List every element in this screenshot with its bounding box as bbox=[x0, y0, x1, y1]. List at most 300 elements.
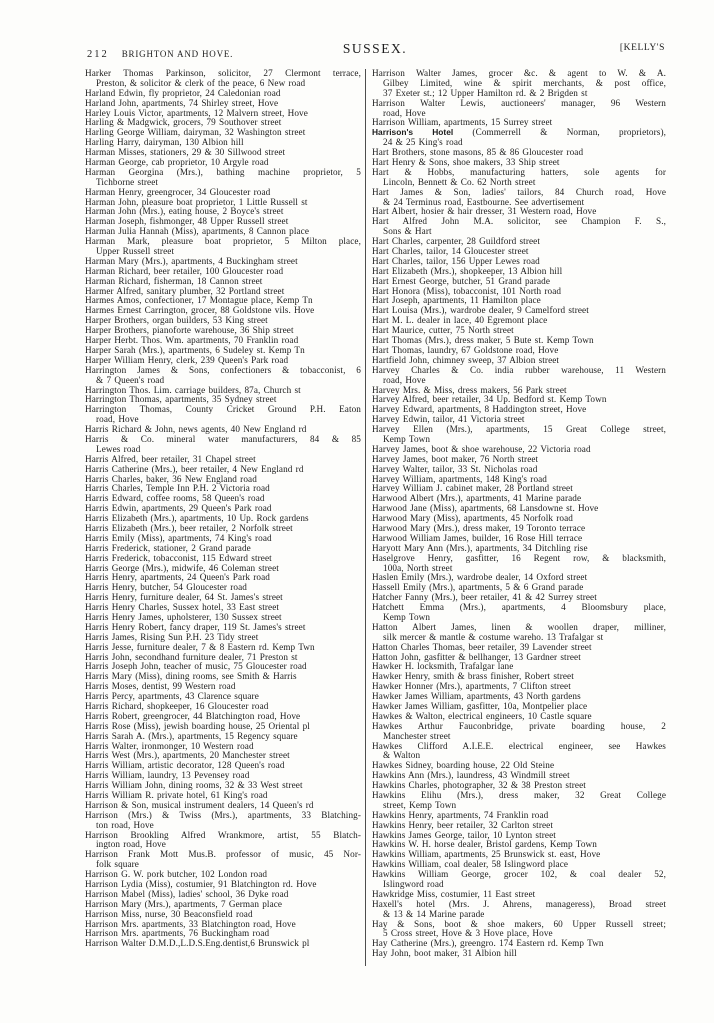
entry-line: Hart Ernest George, butcher, 51 Grand parade bbox=[372, 276, 551, 286]
entry-line: Harris George (Mrs.), midwife, 46 Coleman street bbox=[85, 563, 279, 573]
directory-entry bbox=[372, 860, 666, 870]
entry-line: Hart Thomas, laundry, 67 Goldstone road, Hove bbox=[372, 345, 559, 355]
entry-line: Harris Percy, apartments, 43 Clarence square bbox=[85, 692, 259, 702]
directory-entry bbox=[85, 692, 361, 702]
directory-entry bbox=[85, 287, 361, 297]
entry-line: Harper Sarah (Mrs.), apartments, 6 Sudeley st. Kemp Tn bbox=[85, 345, 305, 355]
entry-line: Lincoln, Bennett & Co. 62 North street bbox=[383, 177, 536, 187]
directory-entry bbox=[85, 712, 361, 722]
entry-line: Harling & Madgwick, grocers, 79 Southover street bbox=[85, 118, 282, 128]
directory-entry bbox=[85, 405, 361, 425]
directory-entry bbox=[85, 791, 361, 801]
directory-entry bbox=[372, 692, 666, 702]
entry-line: Harrison Lydia (Miss), costumier, 91 Blatchington rd. Hove bbox=[85, 880, 317, 890]
entry-line: Hart & Hobbs, manufacturing hatters, sole agents for bbox=[372, 167, 666, 177]
entry-line: Harris William R. private hotel, 61 King's road bbox=[85, 791, 268, 801]
entry-line: Harling George William, dairyman, 32 Washington street bbox=[85, 128, 306, 138]
entry-line: Hatton Charles Thomas, beer retailer, 39 Lavender street bbox=[372, 642, 592, 652]
column-divider bbox=[365, 69, 366, 966]
directory-entry bbox=[372, 336, 666, 346]
entry-line: road, Hove bbox=[383, 108, 426, 118]
entry-line: road, Hove bbox=[96, 415, 139, 425]
directory-entry bbox=[85, 504, 361, 514]
entry-line: Hawker H. locksmith, Trafalgar lane bbox=[372, 662, 514, 672]
entry-line: Hawkes Sidney, boarding house, 22 Old Steine bbox=[372, 761, 555, 771]
entry-line: Hatchett Emma (Mrs.), apartments, 4 Bloomsbury place, bbox=[372, 603, 666, 613]
directory-entry bbox=[372, 346, 666, 356]
entry-line: 37 Exeter st.; 12 Upper Hamilton rd. & 2 Brigden st bbox=[383, 88, 588, 98]
entry-line: Harrington Thos. Lim. carriage builders, 87a, Church st bbox=[85, 385, 301, 395]
directory-entry bbox=[85, 118, 361, 128]
directory-entry bbox=[372, 682, 666, 692]
directory-entry bbox=[85, 484, 361, 494]
directory-entry bbox=[85, 702, 361, 712]
entry-line: & 24 Terminus road, Eastbourne. See advertisement bbox=[383, 197, 585, 207]
entry-line: Harris Joseph John, teacher of music, 75 Gloucester road bbox=[85, 662, 307, 672]
directory-entry bbox=[372, 890, 666, 900]
entry-line: road, Hove bbox=[383, 375, 426, 385]
directory-entry bbox=[85, 69, 361, 89]
directory-entry bbox=[372, 504, 666, 514]
directory-entry bbox=[85, 168, 361, 188]
entry-line: Harman John (Mrs.), eating house, 2 Boyce's street bbox=[85, 207, 284, 217]
entry-line: Harrison Frank Mott Mus.B. professor of music, 45 Nor- bbox=[85, 850, 361, 860]
entry-line: Gilbey Limited, wine & spirit merchants, & post office, bbox=[383, 78, 666, 88]
directory-entry bbox=[85, 732, 361, 742]
directory-entry bbox=[85, 870, 361, 880]
entry-line: Haselgrove Henry, gasfitter, 16 Regent row, & blacksmith, bbox=[372, 553, 666, 563]
directory-entry bbox=[372, 900, 666, 920]
directory-entry bbox=[85, 761, 361, 771]
directory-entry bbox=[85, 524, 361, 534]
directory-entry bbox=[85, 277, 361, 287]
running-title-right: [KELLY'S bbox=[619, 43, 665, 53]
entry-line: Harman John, pleasure boat proprietor, 1 Little Russell st bbox=[85, 197, 308, 207]
directory-entry bbox=[85, 583, 361, 593]
entry-line: Harrington Thomas, apartments, 35 Sydney street bbox=[85, 395, 277, 405]
directory-entry bbox=[85, 356, 361, 366]
entry-line: Harris Elizabeth (Mrs.), beer retailer, 2 Norfolk street bbox=[85, 523, 293, 533]
entry-bold-name: Harrison's Hotel bbox=[372, 128, 454, 138]
directory-entry bbox=[372, 653, 666, 663]
entry-line: Harris William John, dining rooms, 32 & 33 West street bbox=[85, 781, 303, 791]
directory-entry bbox=[85, 554, 361, 564]
directory-entry bbox=[85, 811, 361, 831]
entry-line: Harris Edward, coffee rooms, 58 Queen's road bbox=[85, 494, 265, 504]
entry-line: Harrison Mrs. apartments, 33 Blatchington road, Hove bbox=[85, 919, 296, 929]
entry-line: Hart M. L. dealer in lace, 40 Egremont place bbox=[372, 316, 548, 326]
entry-line: Harmes Ernest Carrington, grocer, 88 Goldstone vils. Hove bbox=[85, 306, 315, 316]
entry-line: Harwood Mary (Mrs.), dress maker, 19 Toronto terrace bbox=[372, 523, 586, 533]
directory-entry bbox=[372, 277, 666, 287]
entry-line: Hartfield John, chimney sweep, 37 Albion street bbox=[372, 355, 560, 365]
entry-line: Islingword road bbox=[383, 880, 444, 890]
entry-line: Harris Frederick, stationer, 2 Grand parade bbox=[85, 543, 251, 553]
directory-entry bbox=[372, 445, 666, 455]
entry-line: Tichborne street bbox=[96, 177, 159, 187]
directory-entry bbox=[85, 198, 361, 208]
entry-line: Harvey James, boot & shoe warehouse, 22 Victoria road bbox=[372, 444, 591, 454]
directory-entry bbox=[85, 148, 361, 158]
entry-line: Harris Alfred, beer retailer, 31 Chapel street bbox=[85, 454, 256, 464]
directory-entry bbox=[85, 514, 361, 524]
directory-entry bbox=[372, 475, 666, 485]
directory-entry bbox=[372, 148, 666, 158]
entry-line: Hart Elizabeth (Mrs.), shopkeeper, 13 Albion hill bbox=[372, 266, 563, 276]
entry-line: Harris & Co. mineral water manufacturers, 84 & 85 bbox=[85, 434, 361, 444]
entry-line: Harris Charles, baker, 36 New England road bbox=[85, 474, 257, 484]
directory-entry bbox=[372, 386, 666, 396]
entry-line: Harwood William James, builder, 16 Rose Hill terrace bbox=[372, 533, 583, 543]
directory-entry bbox=[372, 247, 666, 257]
entry-line: Harvey Edward, apartments, 8 Haddington street, Hove bbox=[372, 405, 587, 415]
directory-entry bbox=[85, 880, 361, 890]
entry-line: Harrington James & Sons, confectioners & tobacconist, 6 bbox=[85, 365, 361, 375]
entry-line: Harvey Edwin, tailor, 41 Victoria street bbox=[372, 415, 525, 425]
entry-line: Harris West (Mrs.), apartments, 20 Manchester street bbox=[85, 751, 290, 761]
entry-line: Harman George, cab proprietor, 10 Argyle road bbox=[85, 158, 269, 168]
directory-entry bbox=[85, 751, 361, 761]
entry-line: & 13 & 14 Marine parade bbox=[383, 909, 485, 919]
directory-entry bbox=[85, 633, 361, 643]
directory-entry bbox=[85, 128, 361, 138]
directory-entry bbox=[372, 949, 666, 959]
directory-entry bbox=[85, 544, 361, 554]
entry-line: Harrison Mrs. apartments, 76 Buckingham road bbox=[85, 929, 270, 939]
directory-entry bbox=[372, 455, 666, 465]
page-header bbox=[85, 41, 665, 60]
directory-entry bbox=[85, 237, 361, 257]
directory-entry bbox=[85, 662, 361, 672]
directory-entry bbox=[85, 366, 361, 386]
directory-entry bbox=[85, 900, 361, 910]
directory-entry bbox=[372, 831, 666, 841]
entry-line: Harman Mary (Mrs.), apartments, 4 Buckingham street bbox=[85, 256, 298, 266]
entry-line: Hassell Emily (Mrs.), apartments, 5 & 6 Grand parade bbox=[372, 583, 584, 593]
directory-entry bbox=[372, 316, 666, 326]
directory-entry bbox=[85, 227, 361, 237]
directory-entry bbox=[372, 702, 666, 712]
entry-line: Hawkins Henry, apartments, 74 Franklin road bbox=[372, 810, 549, 820]
entry-line: Harrison Walter James, grocer &c. & agent to W. & A. bbox=[372, 69, 666, 78]
directory-entry bbox=[372, 524, 666, 534]
entry-line: Harrison William, apartments, 15 Surrey street bbox=[372, 118, 553, 128]
entry-line: Harwood Mary (Miss), apartments, 45 Norfolk road bbox=[372, 514, 573, 524]
entry-line: Harman Julia Hannah (Miss), apartments, 8 Cannon place bbox=[85, 227, 310, 237]
directory-entry bbox=[372, 593, 666, 603]
entry-line: Hawkes Clifford A.I.E.E. electrical engineer, see Hawkes bbox=[372, 741, 666, 751]
directory-entry bbox=[85, 455, 361, 465]
directory-entry bbox=[372, 158, 666, 168]
entry-line: Preston, & solicitor & clerk of the peace, 6 New road bbox=[96, 78, 306, 88]
entry-line: Kemp Town bbox=[383, 434, 431, 444]
entry-line: Harwood Jane (Miss), apartments, 68 Lansdowne st. Hove bbox=[372, 504, 599, 514]
directory-entry bbox=[85, 316, 361, 326]
entry-line: Hart Honora (Miss), tobacconist, 101 North road bbox=[372, 286, 562, 296]
entry-line: Harvey Alfred, beer retailer, 34 Up. Bedford st. Kemp Town bbox=[372, 395, 607, 405]
directory-entry bbox=[85, 346, 361, 356]
entry-line: Harris Moses, dentist, 99 Western road bbox=[85, 682, 236, 692]
entry-line: Harris Henry James, upholsterer, 130 Sussex street bbox=[85, 612, 282, 622]
directory-entry bbox=[85, 593, 361, 603]
entry-line: Lewes road bbox=[96, 444, 141, 454]
directory-entry bbox=[372, 554, 666, 574]
directory-entry bbox=[85, 386, 361, 396]
entry-line: Harrison Mary (Mrs.), apartments, 7 German place bbox=[85, 899, 283, 909]
entry-line: Hatton John, gasfitter & bellhanger, 13 Gardner street bbox=[372, 652, 581, 662]
entry-line: Harris Edwin, apartments, 29 Queen's Park road bbox=[85, 504, 272, 514]
directory-entry bbox=[372, 722, 666, 742]
entry-line: Harrison's Hotel (Commerrell & Norman, proprietors), bbox=[372, 128, 666, 138]
directory-entry bbox=[85, 910, 361, 920]
entry-line: Harris Elizabeth (Mrs.), apartments, 10 Up. Rock gardens bbox=[85, 514, 309, 524]
entry-line: Harris Walter, ironmonger, 10 Western road bbox=[85, 741, 254, 751]
entry-line: Harris James, Rising Sun P.H. 23 Tidy street bbox=[85, 632, 259, 642]
entry-line: Harman Mark, pleasure boat proprietor, 5 Milton place, bbox=[85, 237, 361, 247]
directory-entry bbox=[372, 781, 666, 791]
entry-line: Harris Henry Robert, fancy draper, 119 St. James's street bbox=[85, 622, 306, 632]
entry-line: Harrison Brookling Alfred Wrankmore, artist, 55 Blatch- bbox=[85, 830, 361, 840]
entry-line: Hawkins Henry, beer retailer, 32 Carlton street bbox=[372, 820, 553, 830]
entry-line: Harman Misses, stationers, 29 & 30 Sillwood street bbox=[85, 148, 286, 158]
entry-line: Sons & Hart bbox=[383, 227, 432, 237]
entry-line: Harris Catherine (Mrs.), beer retailer, 4 New England rd bbox=[85, 464, 304, 474]
directory-entry bbox=[372, 296, 666, 306]
entry-line: Harland Edwin, fly proprietor, 24 Caledonian road bbox=[85, 88, 281, 98]
entry-line: Harris Henry Charles, Sussex hotel, 33 East street bbox=[85, 603, 280, 613]
entry-line: Hart Joseph, apartments, 11 Hamilton place bbox=[372, 296, 541, 306]
entry-line: Harris Richard, shopkeeper, 16 Gloucester road bbox=[85, 702, 269, 711]
entry-line: Hawker Henry, smith & brass finisher, Robert street bbox=[372, 672, 574, 682]
entry-line: Hay & Sons, boot & shoe makers, 60 Upper Russell street; bbox=[372, 919, 666, 929]
entry-line: Harper Herbt. Thos. Wm. apartments, 70 Franklin road bbox=[85, 336, 299, 346]
entry-line: Harper Brothers, organ builders, 53 King street bbox=[85, 316, 268, 326]
entry-line: silk mercer & mantle & costume wareho. 13 Trafalgar st bbox=[383, 632, 604, 642]
entry-line: Harling Harry, dairyman, 130 Albion hill bbox=[85, 138, 244, 148]
directory-entry bbox=[85, 109, 361, 119]
directory-entry bbox=[372, 207, 666, 217]
entry-line: Hart Charles, tailor, 156 Upper Lewes road bbox=[372, 256, 540, 266]
directory-entry bbox=[372, 850, 666, 860]
directory-entry bbox=[85, 623, 361, 633]
entry-line: Harris Charles, Temple Inn P.H. 2 Victoria road bbox=[85, 484, 270, 494]
entry-line: Hart Louisa (Mrs.), wardrobe dealer, 9 Camelford street bbox=[372, 306, 589, 316]
directory-entry bbox=[85, 336, 361, 346]
directory-entry bbox=[372, 761, 666, 771]
entry-line: Hay John, boot maker, 31 Albion hill bbox=[372, 949, 517, 959]
entry-line: Harper Brothers, pianoforte warehouse, 36 Ship street bbox=[85, 326, 294, 336]
directory-entry bbox=[372, 643, 666, 653]
entry-line: Hawkins James George, tailor, 10 Lynton street bbox=[372, 830, 556, 840]
directory-entry bbox=[85, 494, 361, 504]
entry-line: Hart Henry & Sons, shoe makers, 33 Ship street bbox=[372, 158, 560, 168]
directory-entry bbox=[372, 118, 666, 128]
directory-entry bbox=[372, 583, 666, 593]
entry-line: Harland John, apartments, 74 Shirley street, Hove bbox=[85, 98, 279, 108]
entry-line: Harris Sarah A. (Mrs.), apartments, 15 Regency square bbox=[85, 731, 298, 741]
directory-entry bbox=[85, 534, 361, 544]
entry-line: Harris Henry, apartments, 24 Queen's Park road bbox=[85, 573, 270, 583]
directory-entry bbox=[372, 465, 666, 475]
entry-line: Harris Henry, furniture dealer, 64 St. James's street bbox=[85, 593, 283, 603]
directory-entry bbox=[85, 296, 361, 306]
directory-entry bbox=[85, 929, 361, 939]
entry-line: Harvey Charles & Co. india rubber warehouse, 11 Western bbox=[372, 365, 666, 375]
directory-entry bbox=[85, 217, 361, 227]
directory-entry bbox=[85, 207, 361, 217]
directory-entry bbox=[372, 99, 666, 119]
directory-entry bbox=[372, 742, 666, 762]
entry-line: Hawkins W. H. horse dealer, Bristol gardens, Kemp Town bbox=[372, 840, 597, 850]
entry-line: Harman Richard, beer retailer, 100 Gloucester road bbox=[85, 266, 284, 276]
entry-line: ington road, Hove bbox=[96, 840, 166, 850]
directory-entry bbox=[85, 890, 361, 900]
entry-line: Harrison G. W. pork butcher, 102 London road bbox=[85, 870, 268, 880]
entry-line: Hawkes & Walton, electrical engineers, 10 Castle square bbox=[372, 711, 592, 721]
directory-entry bbox=[85, 771, 361, 781]
directory-entry bbox=[372, 821, 666, 831]
directory-entry bbox=[85, 425, 361, 435]
entry-line: 24 & 25 King's road bbox=[383, 138, 463, 148]
entry-line: Harvey William, apartments, 148 King's road bbox=[372, 474, 548, 484]
directory-entry bbox=[372, 168, 666, 188]
entry-line: Harris William, artistic decorator, 128 Queen's road bbox=[85, 761, 285, 771]
entry-line: & Walton bbox=[383, 751, 421, 761]
directory-entry bbox=[85, 306, 361, 316]
entry-line: Hawkins William, coal dealer, 58 Islingword place bbox=[372, 860, 569, 870]
entry-line: Harris Frederick, tobacconist, 115 Edward street bbox=[85, 553, 272, 563]
entry-line: Harris Henry, butcher, 54 Gloucester road bbox=[85, 583, 247, 593]
directory-entry bbox=[372, 771, 666, 781]
entry-line: Harrison Walter D.M.D.,L.D.S.Eng.dentist,6 Brunswick pl bbox=[85, 939, 310, 949]
entry-line: & 7 Queen's road bbox=[96, 375, 165, 385]
entry-line: Harper William Henry, clerk, 239 Queen's Park road bbox=[85, 355, 289, 365]
entry-line: folk square bbox=[96, 860, 139, 870]
entry-line: Harris Mary (Miss), dining rooms, see Smith & Harris bbox=[85, 672, 297, 682]
entry-line: Harris Robert, greengrocer, 44 Blatchington road, Hove bbox=[85, 711, 301, 721]
directory-entry bbox=[85, 395, 361, 405]
directory-entry bbox=[372, 484, 666, 494]
entry-line: Hawkes Arthur Fauconbridge, private boarding house, 2 bbox=[372, 721, 666, 731]
entry-line: Kemp Town bbox=[383, 612, 431, 622]
entry-line: Harrison & Son, musical instrument dealers, 14 Queen's rd bbox=[85, 800, 314, 810]
directory-entry bbox=[372, 494, 666, 504]
directory-entry bbox=[85, 742, 361, 752]
directory-entry bbox=[85, 831, 361, 851]
directory-entry bbox=[372, 920, 666, 940]
entry-line: Haxell's hotel (Mrs. J. Ahrens, manageress), Broad street bbox=[372, 899, 666, 909]
directory-entry bbox=[372, 534, 666, 544]
directory-entry bbox=[372, 69, 666, 99]
directory-entry bbox=[85, 188, 361, 198]
entry-line: Haslen Emily (Mrs.), wardrobe dealer, 14 Oxford street bbox=[372, 573, 588, 583]
directory-entry bbox=[85, 564, 361, 574]
directory-entry bbox=[372, 791, 666, 811]
directory-entry bbox=[85, 653, 361, 663]
entry-line: Hatcher Fanny (Mrs.), beer retailer, 41 & 42 Surrey street bbox=[372, 593, 597, 603]
entry-line: Hawkins Charles, photographer, 32 & 38 Preston street bbox=[372, 781, 586, 791]
entry-line: Harris Jesse, furniture dealer, 7 & 8 Eastern rd. Kemp Twn bbox=[85, 642, 315, 652]
entry-line: Harris Rose (Miss), jewish boarding house, 25 Oriental pl bbox=[85, 721, 310, 731]
directory-entry bbox=[372, 237, 666, 247]
directory-entry bbox=[85, 801, 361, 811]
entry-line: Harrison (Mrs.) & Twiss (Mrs.), apartments, 33 Blatching- bbox=[85, 810, 361, 820]
entry-line: Upper Russell street bbox=[96, 247, 175, 257]
directory-entry bbox=[372, 415, 666, 425]
entry-line: Harris Emily (Miss), apartments, 74 King's road bbox=[85, 533, 272, 543]
entry-line: Hart Alfred John M.A. solicitor, see Champion F. S., bbox=[372, 217, 666, 227]
entry-line: Hawkins William George, grocer 102, & coal dealer 52, bbox=[372, 870, 666, 880]
directory-entry bbox=[372, 425, 666, 445]
entry-line: Hawkins Elihu (Mrs.), dress maker, 32 Great College bbox=[372, 791, 666, 801]
entry-line: Harvey Walter, tailor, 33 St. Nicholas road bbox=[372, 464, 538, 474]
directory-entry bbox=[85, 475, 361, 485]
directory-entry bbox=[372, 811, 666, 821]
entry-line: Harman Henry, greengrocer, 34 Gloucester road bbox=[85, 187, 271, 197]
entry-line: Haryott Mary Ann (Mrs.), apartments, 34 Ditchling rise bbox=[372, 543, 588, 553]
directory-entry bbox=[85, 267, 361, 277]
entry-line: Hawkins William, apartments, 25 Brunswick st. east, Hove bbox=[372, 850, 601, 860]
entry-line: Hawkridge Miss, costumier, 11 East street bbox=[372, 889, 536, 899]
directory-entry bbox=[372, 217, 666, 237]
entry-line: Hawker James William, gasfitter, 10a, Montpelier place bbox=[372, 702, 588, 711]
entry-line: Harley Louis Victor, apartments, 12 Malvern street, Hove bbox=[85, 108, 308, 118]
directory-entry bbox=[85, 643, 361, 653]
directory-entry bbox=[372, 623, 666, 643]
page-number: 212 bbox=[87, 49, 109, 60]
entry-line: Harris William, laundry, 13 Pevensey road bbox=[85, 771, 250, 781]
directory-entry bbox=[372, 188, 666, 208]
entry-line: street, Kemp Town bbox=[383, 800, 457, 810]
entry-line: Harrington Thomas, County Cricket Ground P.H. Eaton bbox=[85, 405, 361, 415]
entry-line: Hart Albert, hosier & hair dresser, 31 Western road, Hove bbox=[372, 207, 597, 217]
directory-entry bbox=[372, 326, 666, 336]
entry-line: Hart Charles, carpenter, 28 Guildford street bbox=[372, 237, 540, 247]
directory-entry bbox=[372, 603, 666, 623]
directory-entry bbox=[85, 850, 361, 870]
directory-entry bbox=[372, 287, 666, 297]
entry-line: Harrison Miss, nurse, 30 Beaconsfield road bbox=[85, 909, 253, 919]
entry-line: Harrison Walter Lewis, auctioneers' manager, 96 Western bbox=[372, 98, 666, 108]
directory-entry bbox=[372, 306, 666, 316]
entry-line: Manchester street bbox=[383, 731, 451, 741]
directory-entry bbox=[85, 99, 361, 109]
directory-entry bbox=[372, 257, 666, 267]
entry-line: Hawker James William, apartments, 43 North gardens bbox=[372, 692, 581, 702]
directory-column-right bbox=[372, 69, 666, 959]
entry-line: ton road, Hove bbox=[96, 820, 154, 830]
entry-line: Harwood Albert (Mrs.), apartments, 41 Marine parade bbox=[372, 494, 582, 504]
entry-line: Hart James & Son, ladies' tailors, 84 Church road, Hove bbox=[372, 187, 666, 197]
entry-line: Hawkins Ann (Mrs.), laundress, 43 Windmill street bbox=[372, 771, 570, 781]
entry-line: Hart Thomas (Mrs.), dress maker, 5 Bute st. Kemp Town bbox=[372, 336, 594, 346]
directory-entry bbox=[372, 366, 666, 386]
directory-entry bbox=[85, 326, 361, 336]
entry-line: Harmer Alfred, sanitary plumber, 32 Portland street bbox=[85, 286, 285, 296]
directory-entry bbox=[85, 573, 361, 583]
entry-line: Harvey Ellen (Mrs.), apartments, 15 Great College street, bbox=[372, 425, 666, 435]
directory-entry bbox=[372, 544, 666, 554]
directory-entry bbox=[372, 939, 666, 949]
directory-entry bbox=[85, 672, 361, 682]
entry-line: Hatton Albert James, linen & woollen draper, milliner, bbox=[372, 622, 666, 632]
entry-line: Harvey Mrs. & Miss, dress makers, 56 Park street bbox=[372, 385, 567, 395]
entry-line: 100a, North street bbox=[383, 563, 453, 573]
directory-entry bbox=[372, 267, 666, 277]
entry-line: Hart Charles, tailor, 14 Gloucester street bbox=[372, 247, 529, 257]
directory-entry bbox=[372, 840, 666, 850]
directory-entry bbox=[372, 662, 666, 672]
